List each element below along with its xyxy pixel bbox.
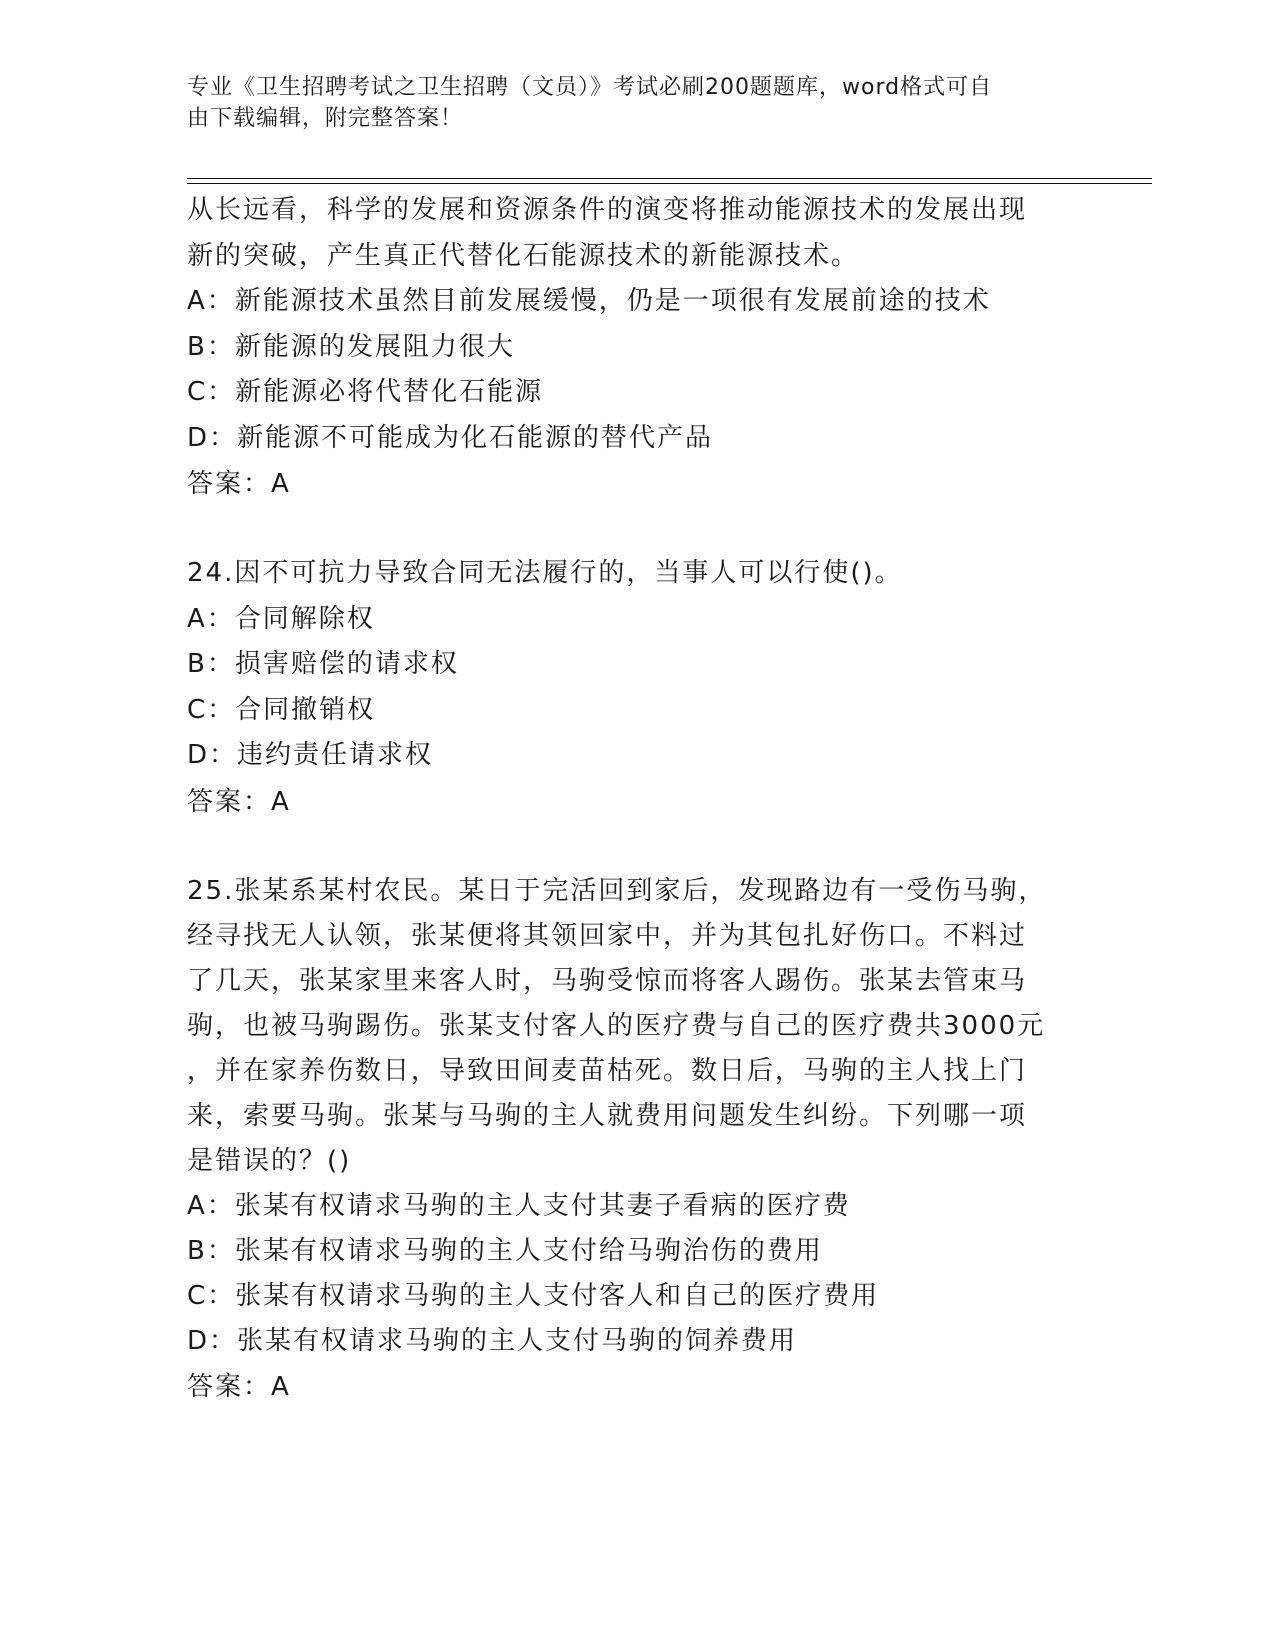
option-d: D：张某有权请求马驹的主人支付马驹的饲养费用 xyxy=(187,1325,798,1356)
question-stem-line: ，并在家养伤数日，导致田间麦苗枯死。数日后，马驹的主人找上门 xyxy=(187,1055,1028,1086)
question-content xyxy=(187,188,1087,1410)
question-stem-line: 新的突破，产生真正代替化石能源技术的新能源技术。 xyxy=(187,240,860,271)
option-d: D：违约责任请求权 xyxy=(187,740,434,770)
option-a: A：新能源技术虽然目前发展缓慢，仍是一项很有发展前途的技术 xyxy=(187,286,991,316)
question-24 xyxy=(187,551,1087,825)
option-d: D：新能源不可能成为化石能源的替代产品 xyxy=(187,422,714,453)
question-spacer xyxy=(187,507,1087,551)
question-stem-line: 来，索要马驹。张某与马驹的主人就费用问题发生纠纷。下列哪一项 xyxy=(187,1100,1028,1131)
option-b: B：张某有权请求马驹的主人支付给马驹治伤的费用 xyxy=(187,1235,823,1266)
question-stem-line: 从长远看，科学的发展和资源条件的演变将推动能源技术的发展出现 xyxy=(187,195,1028,225)
question-stem-line: 是错误的？() xyxy=(187,1145,352,1176)
question-stem-line: 24.因不可抗力导致合同无法履行的，当事人可以行使()。 xyxy=(187,558,903,588)
option-a: A：张某有权请求马驹的主人支付其妻子看病的医疗费 xyxy=(187,1190,851,1221)
option-a: A：合同解除权 xyxy=(187,603,375,634)
question-25 xyxy=(187,869,1087,1410)
option-c: C：新能源必将代替化石能源 xyxy=(187,377,544,407)
question-stem-line: 了几天，张某家里来客人时，马驹受惊而将客人踢伤。张某去管束马 xyxy=(187,965,1028,996)
question-spacer xyxy=(187,825,1087,869)
header-line-1: 专业《卫生招聘考试之卫生招聘（文员）》考试必刷200题题库，word格式可自 xyxy=(187,75,993,100)
option-c: C：张某有权请求马驹的主人支付客人和自己的医疗费用 xyxy=(187,1280,880,1311)
header-divider-bottom xyxy=(187,183,1152,184)
header-line-2: 由下载编辑，附完整答案！ xyxy=(187,106,464,131)
answer-label: 答案：A xyxy=(187,469,291,499)
question-stem-line: 驹，也被马驹踢伤。张某支付客人的医疗费与自己的医疗费共3000元 xyxy=(187,1010,1046,1041)
question-23 xyxy=(187,188,1087,507)
document-header xyxy=(187,72,1067,134)
question-stem-line: 25.张某系某村农民。某日于完活回到家后，发现路边有一受伤马驹， xyxy=(187,875,1047,906)
option-c: C：合同撤销权 xyxy=(187,694,376,725)
header-divider-top xyxy=(187,178,1152,179)
answer-label: 答案：A xyxy=(187,1371,291,1402)
question-stem-line: 经寻找无人认领，张某便将其领回家中，并为其包扎好伤口。不料过 xyxy=(187,920,1028,951)
answer-label: 答案：A xyxy=(187,786,291,817)
option-b: B：损害赔偿的请求权 xyxy=(187,649,459,679)
option-b: B：新能源的发展阻力很大 xyxy=(187,331,515,362)
